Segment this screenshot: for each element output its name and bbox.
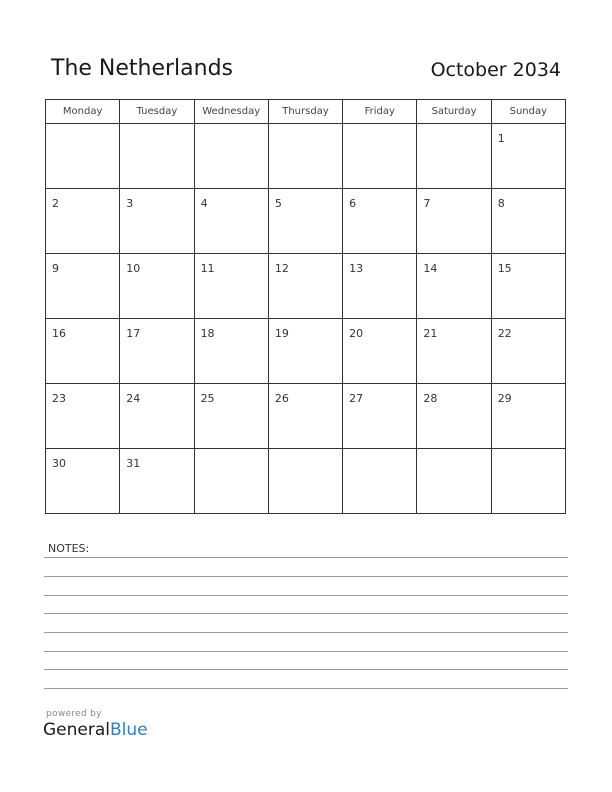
weekday-sunday: Sunday [491, 100, 565, 124]
month-year-title: October 2034 [430, 59, 561, 81]
week-row [46, 384, 566, 449]
day-cell [417, 319, 491, 384]
day-cell [343, 319, 417, 384]
day-cell [417, 384, 491, 449]
day-cell [194, 254, 268, 319]
weekday-header-row [46, 100, 566, 124]
day-number: 25 [200, 392, 215, 405]
brand-blue: Blue [110, 720, 148, 740]
day-cell [417, 189, 491, 254]
day-number: 30 [52, 457, 66, 470]
day-number: 23 [52, 392, 66, 405]
day-cell [268, 449, 342, 514]
day-number: 4 [200, 197, 208, 210]
weekday-monday: Monday [46, 100, 120, 124]
day-cell [194, 319, 268, 384]
day-cell [268, 254, 342, 319]
day-number: 6 [349, 197, 357, 210]
day-number: 11 [200, 262, 215, 275]
note-line [44, 576, 568, 577]
powered-by-text: powered by [46, 709, 102, 719]
day-cell [268, 124, 342, 189]
day-cell [120, 124, 194, 189]
day-cell [46, 384, 120, 449]
day-cell [46, 449, 120, 514]
weekday-wednesday: Wednesday [194, 100, 268, 124]
day-number: 17 [126, 327, 141, 340]
day-cell [194, 384, 268, 449]
week-row [46, 319, 566, 384]
day-cell [343, 189, 417, 254]
day-cell [417, 254, 491, 319]
day-number: 22 [497, 327, 512, 340]
day-cell [120, 319, 194, 384]
day-cell [343, 124, 417, 189]
day-number: 3 [126, 197, 134, 210]
day-cell [268, 319, 342, 384]
note-line [44, 595, 568, 596]
day-cell [343, 449, 417, 514]
note-line [44, 557, 568, 558]
day-cell [268, 384, 342, 449]
week-row [46, 189, 566, 254]
day-cell [491, 124, 565, 189]
day-cell [46, 319, 120, 384]
day-cell [343, 254, 417, 319]
day-number: 2 [52, 197, 59, 210]
week-row [46, 254, 566, 319]
day-cell [268, 189, 342, 254]
day-cell [120, 189, 194, 254]
day-number: 1 [497, 132, 505, 145]
calendar-grid [45, 99, 566, 514]
note-line [44, 688, 568, 689]
day-number: 7 [423, 197, 431, 210]
country-title: The Netherlands [51, 56, 234, 81]
note-line [44, 651, 568, 652]
day-number: 14 [423, 262, 438, 275]
notes-label: NOTES: [48, 542, 90, 555]
day-cell [120, 384, 194, 449]
day-number: 18 [200, 327, 215, 340]
day-number: 8 [497, 197, 505, 210]
weekday-thursday: Thursday [268, 100, 342, 124]
day-cell [417, 449, 491, 514]
note-line [44, 669, 568, 670]
note-line [44, 632, 568, 633]
day-number: 10 [126, 262, 141, 275]
weekday-saturday: Saturday [417, 100, 491, 124]
day-number: 28 [423, 392, 438, 405]
week-row [46, 124, 566, 189]
day-number: 13 [349, 262, 364, 275]
day-number: 26 [274, 392, 289, 405]
day-cell [46, 254, 120, 319]
day-number: 9 [52, 262, 59, 275]
day-number: 27 [349, 392, 364, 405]
week-row [46, 449, 566, 514]
day-cell [46, 124, 120, 189]
day-cell [46, 189, 120, 254]
day-cell [194, 124, 268, 189]
day-cell [343, 384, 417, 449]
day-cell [417, 124, 491, 189]
day-cell [491, 254, 565, 319]
day-cell [194, 189, 268, 254]
weekday-tuesday: Tuesday [120, 100, 194, 124]
day-number: 24 [126, 392, 141, 405]
day-cell [120, 254, 194, 319]
day-cell [491, 189, 565, 254]
day-cell [491, 449, 565, 514]
day-cell [491, 319, 565, 384]
day-cell [194, 449, 268, 514]
day-number: 31 [126, 457, 141, 470]
day-cell [120, 449, 194, 514]
day-number: 15 [497, 262, 512, 275]
day-number: 5 [274, 197, 282, 210]
day-number: 29 [497, 392, 512, 405]
day-number: 21 [423, 327, 438, 340]
day-number: 12 [274, 262, 289, 275]
generalblue-logo [43, 720, 148, 740]
day-number: 16 [52, 327, 66, 340]
note-line [44, 613, 568, 614]
brand-general: General [43, 720, 110, 740]
day-number: 19 [274, 327, 289, 340]
weekday-friday: Friday [343, 100, 417, 124]
day-number: 20 [349, 327, 364, 340]
day-cell [491, 384, 565, 449]
